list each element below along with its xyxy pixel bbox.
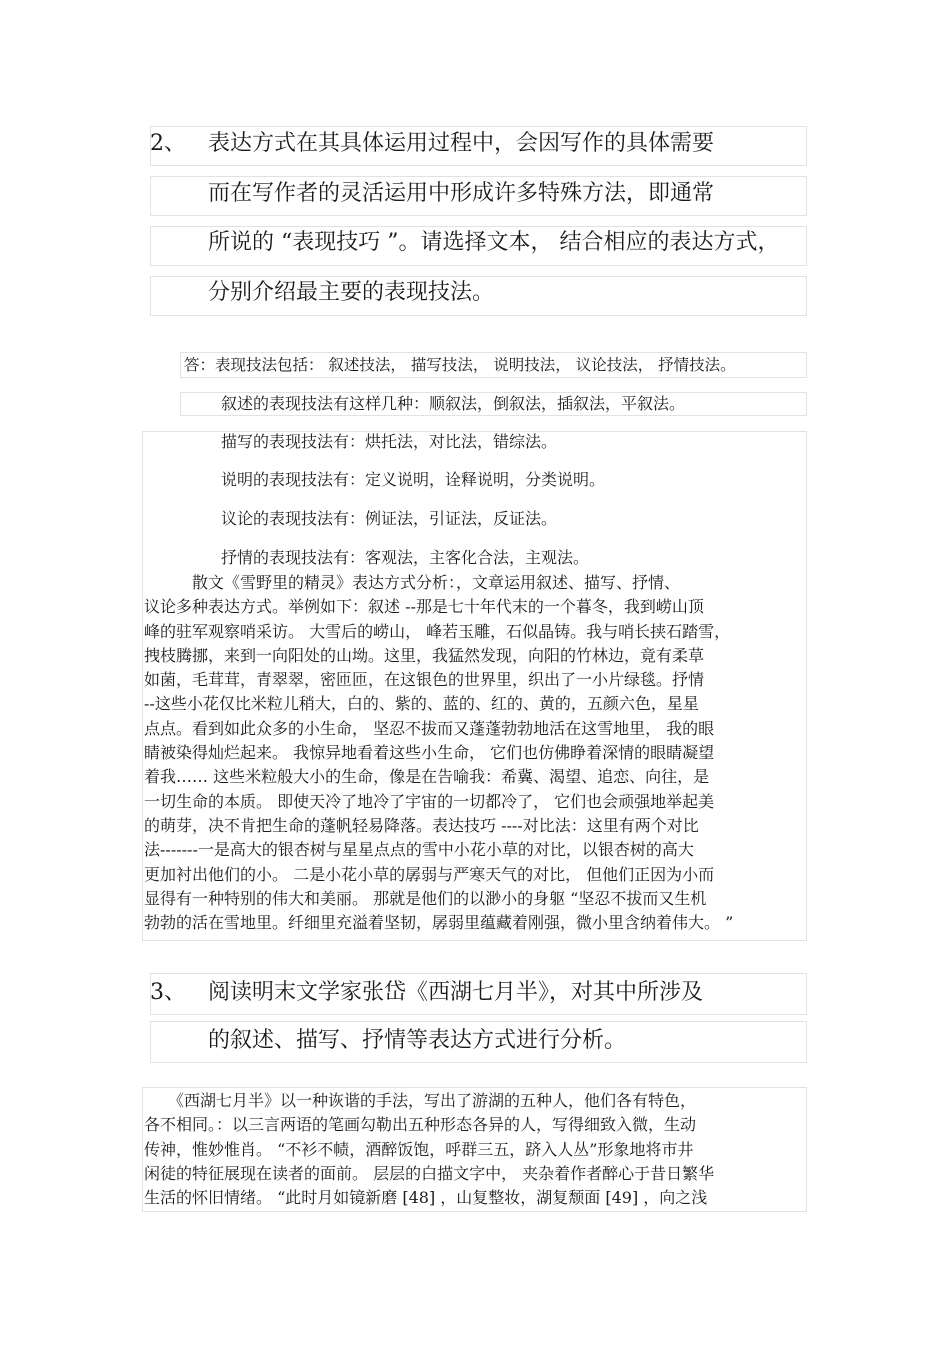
essay-line: 点点。看到如此众多的小生命， 坚忍不拔而又蓬蓬勃勃地活在这雪地里， 我的眼 xyxy=(144,718,715,738)
essay-line: 着我…… 这些米粒般大小的生命，像是在告喻我：希冀、渴望、追恋、向往，是 xyxy=(144,767,710,787)
answer3-line: 传神，惟妙惟肖。 “不衫不帻，酒醉饭饱，呼群三五，跻入人丛”形象地将市井 xyxy=(144,1139,694,1159)
answer-intro: 答：表现技法包括： 叙述技法， 描写技法， 说明技法， 议论技法， 抒情技法。 xyxy=(184,356,736,374)
answer3-line: 各不相同。：以三言两语的笔画勾勒出五种形态各异的人，写得细致入微，生动 xyxy=(144,1115,697,1135)
essay-line: 一切生命的本质。 即使天冷了地冷了宇宙的一切都冷了， 它们也会顽强地举起美 xyxy=(144,791,715,811)
answer-item-description: 描写的表现技法有：烘托法，对比法，错综法。 xyxy=(221,432,558,451)
answer-item-exposition: 说明的表现技法有：定义说明，诠释说明，分类说明。 xyxy=(221,470,606,489)
q2-line-4: 分别介绍最主要的表现技法。 xyxy=(208,280,495,305)
essay-line: 的萌芽，决不肯把生命的蓬帆轻易降落。表达技巧 ----对比法：这里有两个对比 xyxy=(144,815,699,835)
essay-line: 如菌，毛茸茸，青翠翠，密匝匝，在这银色的世界里，织出了一小片绿毯。抒情 xyxy=(144,670,705,690)
essay-line: 睛被染得灿烂起来。 我惊异地看着这些小生命， 它们也仿佛睁着深情的眼睛凝望 xyxy=(144,743,715,763)
q3-line-2: 的叙述、描写、抒情等表达方式进行分析。 xyxy=(208,1028,627,1053)
q3-line-1: 阅读明末文学家张岱《西湖七月半》，对其中所涉及 xyxy=(208,980,704,1005)
essay-line: 显得有一种特别的伟大和美丽。 那就是他们的以渺小的身躯 “坚忍不拔而又生机 xyxy=(144,888,707,908)
answer-item-lyric: 抒情的表现技法有：客观法，主客化合法，主观法。 xyxy=(221,548,590,567)
answer3-line: 生活的怀旧情绪。 “此时月如镜新磨 [48] ，山复整妆，湖复颓面 [49] ，向之浅 xyxy=(144,1188,708,1208)
essay-line: 更加衬出他们的小。 二是小花小草的孱弱与严寒天气的对比， 但他们正因为小而 xyxy=(144,864,715,884)
q3-number: 3、 xyxy=(150,980,186,1005)
essay-line: 散文《雪野里的精灵》表达方式分析：，文章运用叙述、描写、抒情、 xyxy=(144,573,681,592)
essay-line: 议论多种表达方式。举例如下：叙述 --那是七十年代末的一个暮冬，我到崂山顶 xyxy=(144,597,704,617)
essay-analysis xyxy=(144,571,733,935)
answer3-line: 《西湖七月半》以一种诙谐的手法，写出了游湖的五种人，他们各有特色， xyxy=(144,1091,697,1110)
q2-line-1: 表达方式在其具体运用过程中，会因写作的具体需要 xyxy=(208,131,715,156)
q2-line-3: 所说的 “表现技巧 ”。请选择文本， 结合相应的表达方式， xyxy=(208,230,780,255)
answer-item-argument: 议论的表现技法有：例证法，引证法，反证法。 xyxy=(221,509,558,528)
answer-item-narrative: 叙述的表现技法有这样几种：顺叙法，倒叙法，插叙法，平叙法。 xyxy=(221,394,686,413)
essay-line: 法-------一是高大的银杏树与星星点点的雪中小花小草的对比，以银杏树的高大 xyxy=(144,840,694,860)
essay-line: --这些小花仅比米粒儿稍大，白的、紫的、蓝的、红的、黄的，五颜六色，星星 xyxy=(144,694,699,714)
answer3-paragraph xyxy=(144,1089,714,1210)
essay-line: 峰的驻军观察哨采访。 大雪后的崂山， 峰若玉雕，石似晶铸。我与哨长挟石踏雪， xyxy=(144,621,731,641)
q2-number: 2、 xyxy=(150,131,186,156)
essay-line: 拽枝腾挪，来到一向阳处的山坳。这里，我猛然发现，向阳的竹林边，竟有柔草 xyxy=(144,645,705,665)
answer3-line: 闲徒的特征展现在读者的面前。 层层的白描文字中， 夹杂着作者醉心于昔日繁华 xyxy=(144,1163,715,1183)
q2-line-2: 而在写作者的灵活运用中形成许多特殊方法，即通常 xyxy=(208,181,715,206)
essay-line: 勃勃的活在雪地里。纤细里充溢着坚韧，孱弱里蕴藏着刚强，微小里含纳着伟大。 ” xyxy=(144,913,734,933)
